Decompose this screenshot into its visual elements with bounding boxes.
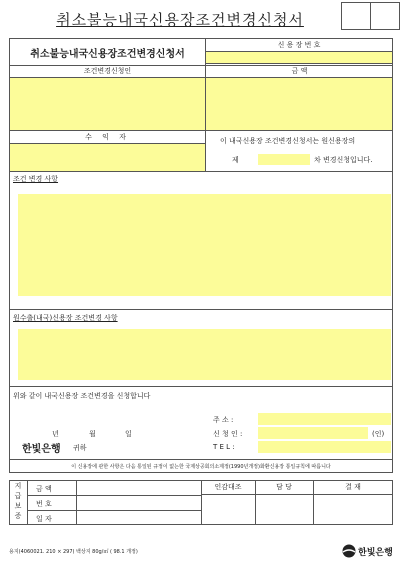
address-field[interactable]: [258, 413, 391, 425]
guarantee-side-label: 지급보증: [14, 482, 22, 520]
beneficiary-field[interactable]: [10, 144, 205, 171]
notice-prefix: 제: [232, 156, 239, 164]
page-title: 취소불능내국신용장조건변경신청서: [56, 10, 304, 29]
applicant-name-field[interactable]: [258, 427, 368, 439]
guarantee-row-date: 일 자: [36, 515, 52, 523]
change-details-label: 조건 변경 사항: [13, 175, 59, 183]
honorific: 귀하: [73, 444, 87, 452]
approval-header: 결 재: [345, 483, 361, 491]
date-day: 일: [125, 430, 132, 438]
guarantee-row-amount: 금 액: [36, 485, 52, 493]
change-details-field[interactable]: [18, 194, 391, 296]
approval-box-2: [370, 2, 400, 30]
amount-field[interactable]: [206, 78, 392, 130]
notice-line1: 이 내국신용장 조건변경신청서는 원신용장의: [220, 137, 356, 145]
form-title: 취소불능내국신용장조건변경신청서: [30, 48, 185, 60]
applicant-field[interactable]: [10, 78, 205, 130]
officer-header: 담 당: [276, 483, 292, 491]
tel-field[interactable]: [258, 441, 391, 453]
approval-box-1: [341, 2, 371, 30]
address-label: 주 소 :: [213, 416, 234, 424]
guarantee-row-number: 번 호: [36, 500, 52, 508]
seal-label: (인): [372, 430, 385, 438]
applicant-name-label: 신 청 인 :: [213, 430, 243, 438]
seal-check-header: 인감대조: [214, 483, 242, 491]
beneficiary-label: 수 익 자: [85, 133, 130, 141]
credit-number-label: 신 용 장 번 호: [277, 41, 321, 49]
bank-logo-icon: [342, 543, 356, 557]
tel-label: T E L :: [213, 443, 235, 451]
agreement-strip: 이 신용장에 관한 사항은 다음 통일된 규정이 없는한 국제상공회의소제정(1990년개정)화환신용장 통일규칙에 따릅니다: [9, 459, 393, 473]
credit-number-field[interactable]: [206, 52, 392, 63]
date-year: 년: [52, 430, 59, 438]
form-code: 용지(4060021. 210 × 297) 백상지 80g/㎡ ( 98.1 개정): [9, 549, 138, 555]
revision-number-field[interactable]: [258, 154, 310, 165]
applicant-label: 조건변경신청인: [83, 67, 132, 75]
date-month: 월: [89, 430, 96, 438]
amount-label: 금 액: [291, 67, 308, 75]
bank-logo-text: 한빛은행: [358, 548, 393, 558]
bank-name: 한빛은행: [22, 444, 61, 455]
original-credit-label: 원수출(내국)신용장 조건변경 사항: [13, 314, 118, 322]
application-statement: 위와 같이 내국신용장 조건변경을 신청합니다: [13, 392, 151, 400]
original-credit-field[interactable]: [18, 329, 391, 380]
notice-suffix: 차 변경신청입니다.: [314, 156, 373, 164]
